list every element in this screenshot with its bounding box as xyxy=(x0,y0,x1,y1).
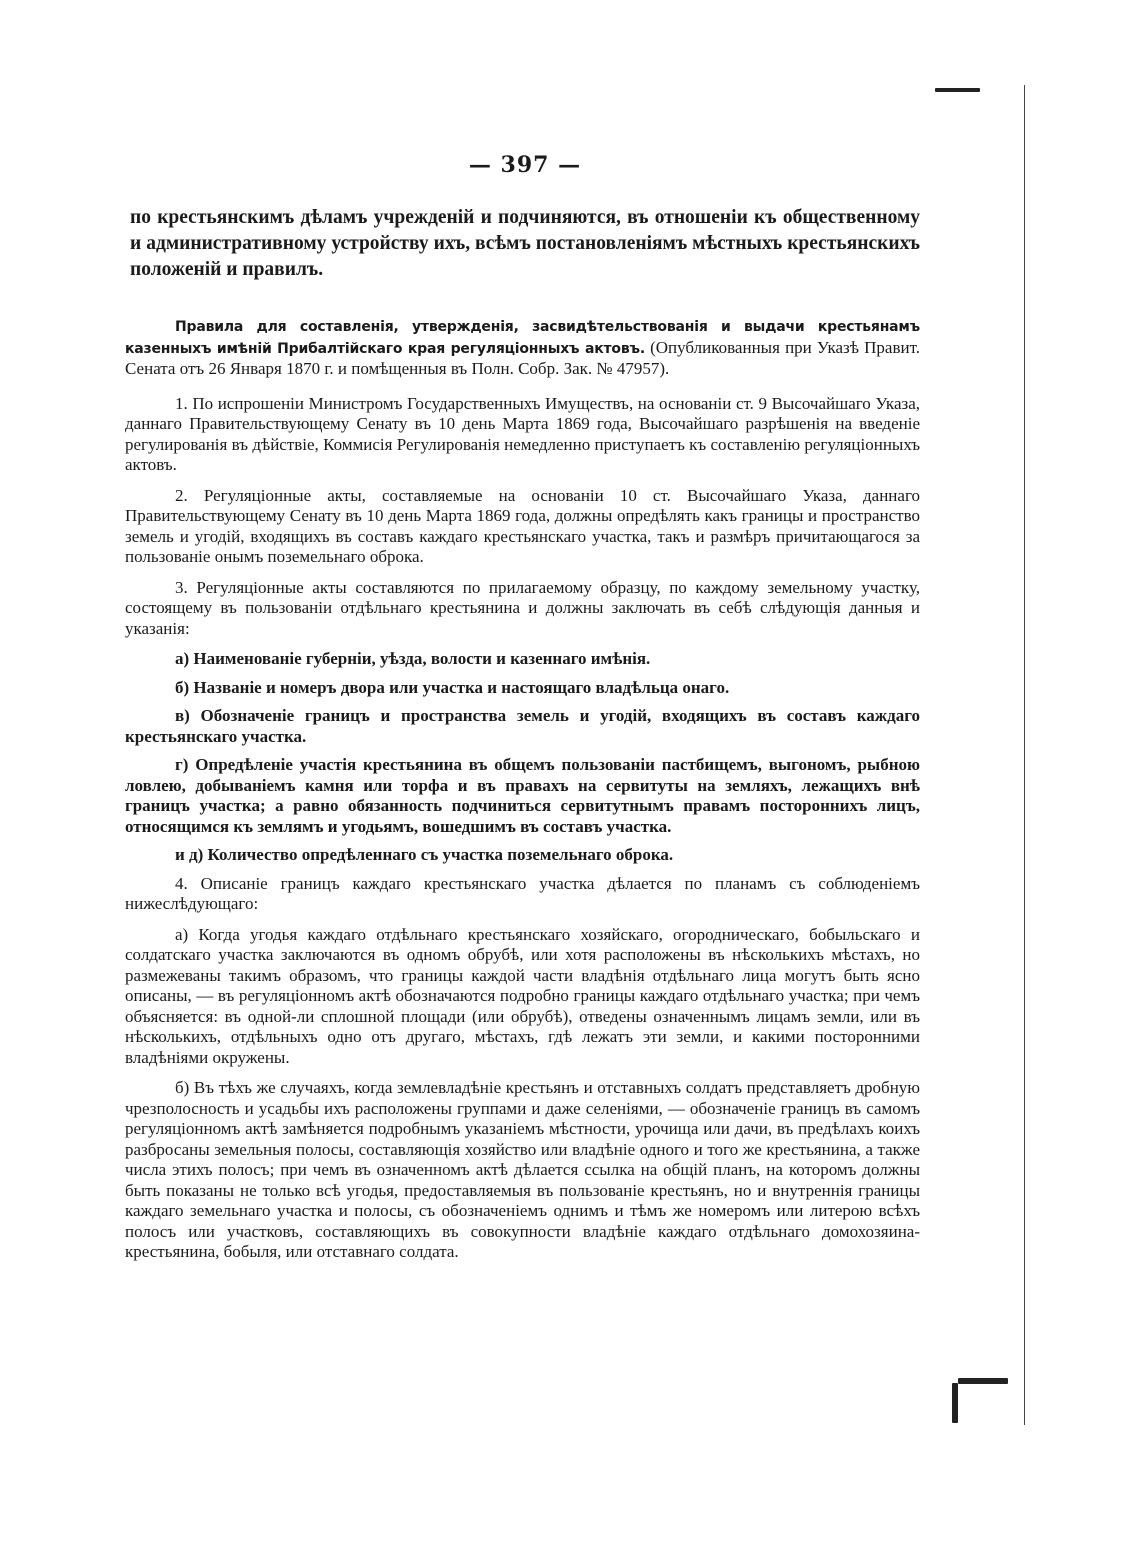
scan-margin-line xyxy=(1024,85,1025,1425)
paragraph-3-item-d: и д) Количество опредѣленнаго съ участка поземельнаго оброка. xyxy=(175,845,674,864)
paragraph-3-item-b: б) Названіе и номеръ двора или участка и настоящаго владѣльца онаго. xyxy=(175,677,730,697)
paragraph-4-item-b: б) Въ тѣхъ же случаяхъ, когда землевладѣніе крестьянъ и отставныхъ солдатъ представляетъ дробную чрезполосность и усадьбы ихъ расположены группами и даже селеніями, — обозначеніе границъ въ самомъ регуляціонномъ актѣ замѣняется подробнымъ указаніемъ мѣстности, урочища или дачи, въ предѣлахъ коихъ разбросаны земельныя полосы, составляющія хозяйство или владѣніе одного и того же крестьянина, а также числа этихъ полосъ; при чемъ въ означенномъ актѣ дѣлается ссылка на общій планъ, на которомъ должны быть показаны не только всѣ угодья, предоставляемыя въ пользованіе крестьянъ, но и внутреннія границы каждаго земельнаго участка и полосы, съ обозначеніемъ однимъ и тѣмъ же номеромъ или литерою всѣхъ полосъ или участковъ, составляющихъ въ совокупности владѣніе каждаго отдѣльнаго домохозяина-крестьянина, бобыля, или отставнаго солдата. xyxy=(125,1078,920,1261)
scan-artifact-bottom-right-tail xyxy=(952,1383,958,1423)
scan-artifact-bottom-right xyxy=(958,1378,1008,1384)
scan-artifact-top-right xyxy=(935,88,980,92)
section-heading-note: (Опубликованныя при Указѣ Правит. Сената отъ 26 Января 1870 г. и помѣщенныя въ Полн. Собр. Зак. № 47957). xyxy=(125,337,920,378)
paragraph-4: 4. Описаніе границъ каждаго крестьянскаго участка дѣлается по планамъ съ соблюденіемъ нижеслѣдующаго: xyxy=(125,873,920,913)
lead-paragraph: по крестьянскимъ дѣламъ учрежденій и подчиняются, въ отношеніи къ общественному и административному устройству ихъ, всѣмъ постановленіямъ мѣстныхъ крестьянскихъ положеній и правилъ. xyxy=(130,207,920,280)
paragraph-3-item-a: а) Наименованіе губерніи, уѣзда, волости и казеннаго имѣнія. xyxy=(175,649,651,668)
section-heading-title: Правила для составленія, утвержденія, засвидѣтельствованія и выдачи крестьянамъ казенныхъ имѣній Прибалтійскаго края регуляціонныхъ актовъ. xyxy=(125,319,920,357)
paragraph-2: 2. Регуляціонные акты, составляемые на основаніи 10 ст. Высочайшаго Указа, даннаго Правительствующему Сенату въ 10 день Марта 1869 года, должны опредѣлять какъ границы и пространство земель и угодій, входящихъ въ составъ каждаго крестьянскаго участка, такъ и размѣръ причитающагося за пользованіе онымъ поземельнаго оброка. xyxy=(125,485,920,566)
paragraph-3-item-v: в) Обозначеніе границъ и пространства земель и угодій, входящихъ въ составъ каждаго крестьянскаго участка. xyxy=(125,706,920,746)
paragraph-1: 1. По испрошеніи Министромъ Государственныхъ Имуществъ, на основаніи ст. 9 Высочайшаго Указа, даннаго Правительствующему Сенату въ 10 день Марта 1869 года, Высочайшаго разрѣшенія на введеніе регулированія въ дѣйствіе, Коммисія Регулированія немедленно приступаетъ къ составленію регуляціонныхъ актовъ. xyxy=(125,393,920,474)
paragraph-4-item-a: а) Когда угодья каждаго отдѣльнаго крестьянскаго хозяйскаго, огородническаго, бобыльскаго и солдатскаго участка заключаются въ одномъ обрубѣ, или хотя расположены въ нѣсколькихъ мѣстахъ, но размежеваны такимъ образомъ, что границы каждой части владѣнія отдѣльнаго лица могутъ быть ясно описаны, — въ регуляціонномъ актѣ обозначаются подробно границы каждаго отдѣльнаго участка; при чемъ объясняется: въ одной-ли сплошной площади (или обрубѣ), отведены означеннымъ лицамъ земли, или въ нѣсколькихъ, отдѣльныхъ одно отъ другаго, мѣстахъ, гдѣ лежатъ эти земли, и какими посторонними владѣніями окружены. xyxy=(125,924,920,1067)
main-content xyxy=(125,316,920,1273)
paragraph-3-item-g: г) Опредѣленіе участія крестьянина въ общемъ пользованіи пастбищемъ, выгономъ, рыбною ловлею, добываніемъ камня или торфа и въ правахъ на сервитуты на земляхъ, лежащихъ внѣ границъ участка; а равно обязанность подчиниться сервитутнымъ правамъ постороннихъ лицъ, относящимся къ землямъ и угодьямъ, вошедшимъ въ составъ участка. xyxy=(125,755,920,836)
paragraph-3: 3. Регуляціонные акты составляются по прилагаемому образцу, по каждому земельному участку, состоящему въ пользованіи отдѣльнаго крестьянина и должны заключать въ себѣ слѣдующія данныя и указанія: xyxy=(125,577,920,638)
page-number: — 397 — xyxy=(468,152,582,178)
section-heading xyxy=(125,316,920,380)
